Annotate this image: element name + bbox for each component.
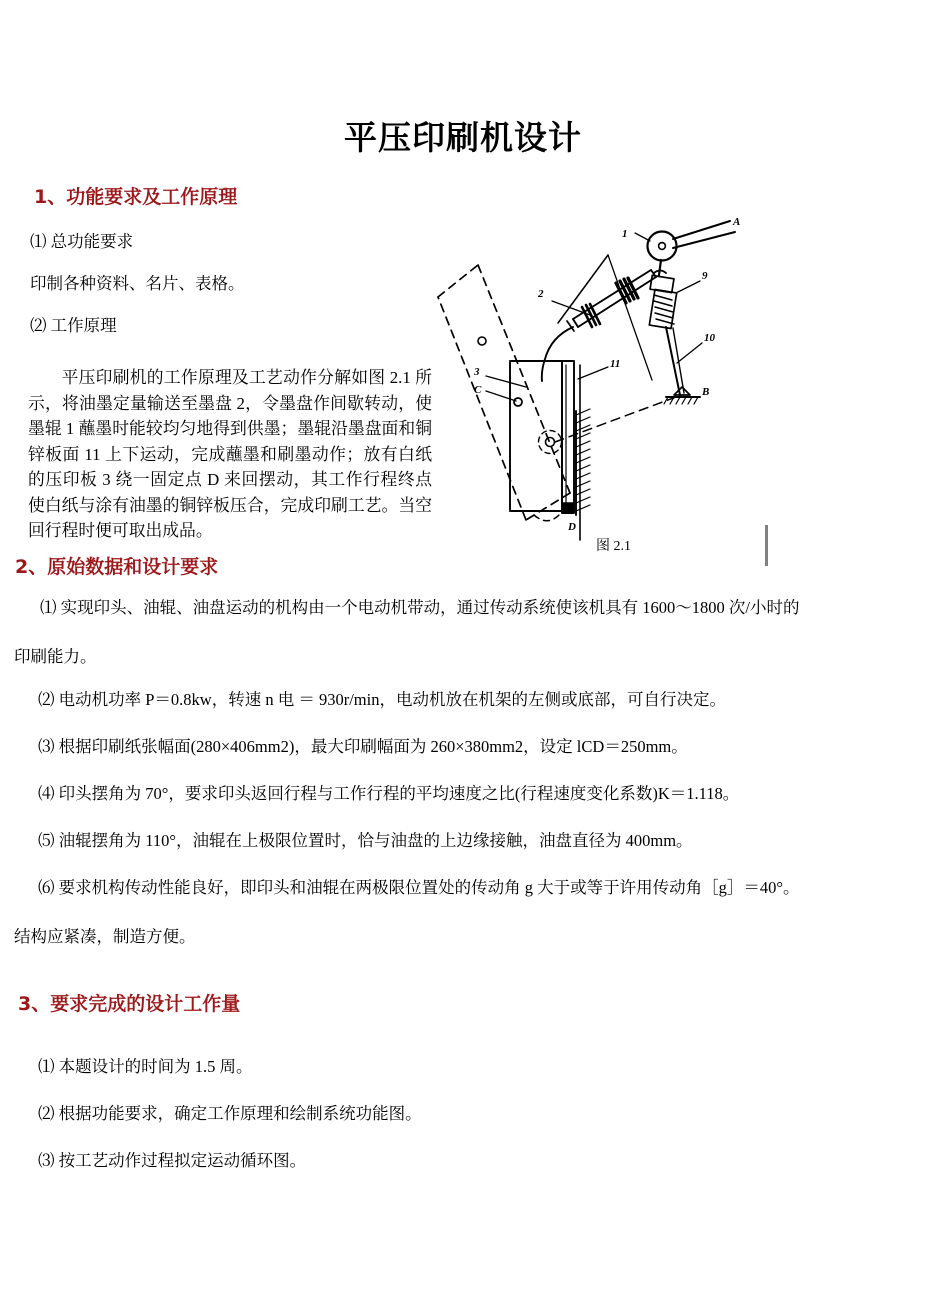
section-heading-2: 2、原始数据和设计要求 (15, 556, 219, 578)
text-cursor-rule (765, 525, 768, 566)
section2-item-6-line2: 结构应紧凑，制造方便。 (14, 927, 196, 946)
figure-label-9: 9 (702, 270, 708, 282)
figure-label-11: 11 (610, 358, 621, 370)
section1-item-3: ⑵ 工作原理 (30, 316, 117, 335)
section3-item-1: ⑴ 本题设计的时间为 1.5 周。 (38, 1057, 253, 1076)
section2-item-4: ⑷ 印头摆角为 70°，要求印头返回行程与工作行程的平均速度之比(行程速度变化系数)K＝1.118。 (38, 784, 740, 803)
section1-item-2: 印制各种资料、名片、表格。 (30, 274, 245, 293)
section2-item-1-line2: 印刷能力。 (14, 647, 97, 666)
section2-item-5: ⑸ 油辊摆角为 110°，油辊在上极限位置时，恰与油盘的上边缘接触，油盘直径为 400mm。 (38, 831, 693, 850)
figure-printing-press-diagram (430, 215, 780, 560)
figure-label-b: B (702, 386, 710, 398)
section3-item-2: ⑵ 根据功能要求，确定工作原理和绘制系统功能图。 (38, 1104, 422, 1123)
section2-item-3: ⑶ 根据印刷纸张幅面(280×406mm2)，最大印刷幅面为 260×380mm2，设定 lCD＝250mm。 (38, 737, 688, 756)
figure-label-1: 1 (622, 228, 628, 240)
figure-label-d: D (568, 521, 576, 533)
section-heading-1: 1、功能要求及工作原理 (34, 186, 238, 208)
section2-item-1-line1: ⑴ 实现印头、油辊、油盘运动的机构由一个电动机带动，通过传动系统使该机具有 1600～1800 次/小时的 (40, 598, 800, 617)
section1-item-1: ⑴ 总功能要求 (30, 232, 134, 251)
figure-label-a: A (733, 216, 741, 228)
figure-label-c: C (474, 384, 482, 396)
page-title: 平压印刷机设计 (344, 118, 582, 157)
section3-item-3: ⑶ 按工艺动作过程拟定运动循环图。 (38, 1151, 307, 1170)
figure-label-2: 2 (538, 288, 544, 300)
figure-svg (430, 215, 780, 560)
section1-principle-paragraph: 平压印刷机的工作原理及工艺动作分解如图 2.1 所示，将油墨定量输送至墨盘 2，令墨盘作间歇转动，使墨辊 1 蘸墨时能较均匀地得到供墨；墨辊沿墨盘面和铜锌板面 11 上下运动，完成蘸墨和刷墨动作；放有白纸的压印板 3 绕一固定点 D 来回摆动，其工作行程终点使白纸与涂有油墨的铜锌板压合，完成印刷工艺。当空回行程时便可取出成品。 (28, 368, 432, 540)
figure-label-3: 3 (474, 366, 480, 378)
section2-item-6: ⑹ 要求机构传动性能良好，即印头和油辊在两极限位置处的传动角 g 大于或等于许用传动角［g］＝40°。 (38, 878, 800, 897)
figure-label-10: 10 (704, 332, 715, 344)
section-heading-3: 3、要求完成的设计工作量 (18, 993, 241, 1015)
section2-item-2: ⑵ 电动机功率 P＝0.8kw，转速 n 电 ＝ 930r/min，电动机放在机架的左侧或底部，可自行决定。 (38, 690, 726, 709)
figure-caption: 图 2.1 (596, 539, 631, 554)
